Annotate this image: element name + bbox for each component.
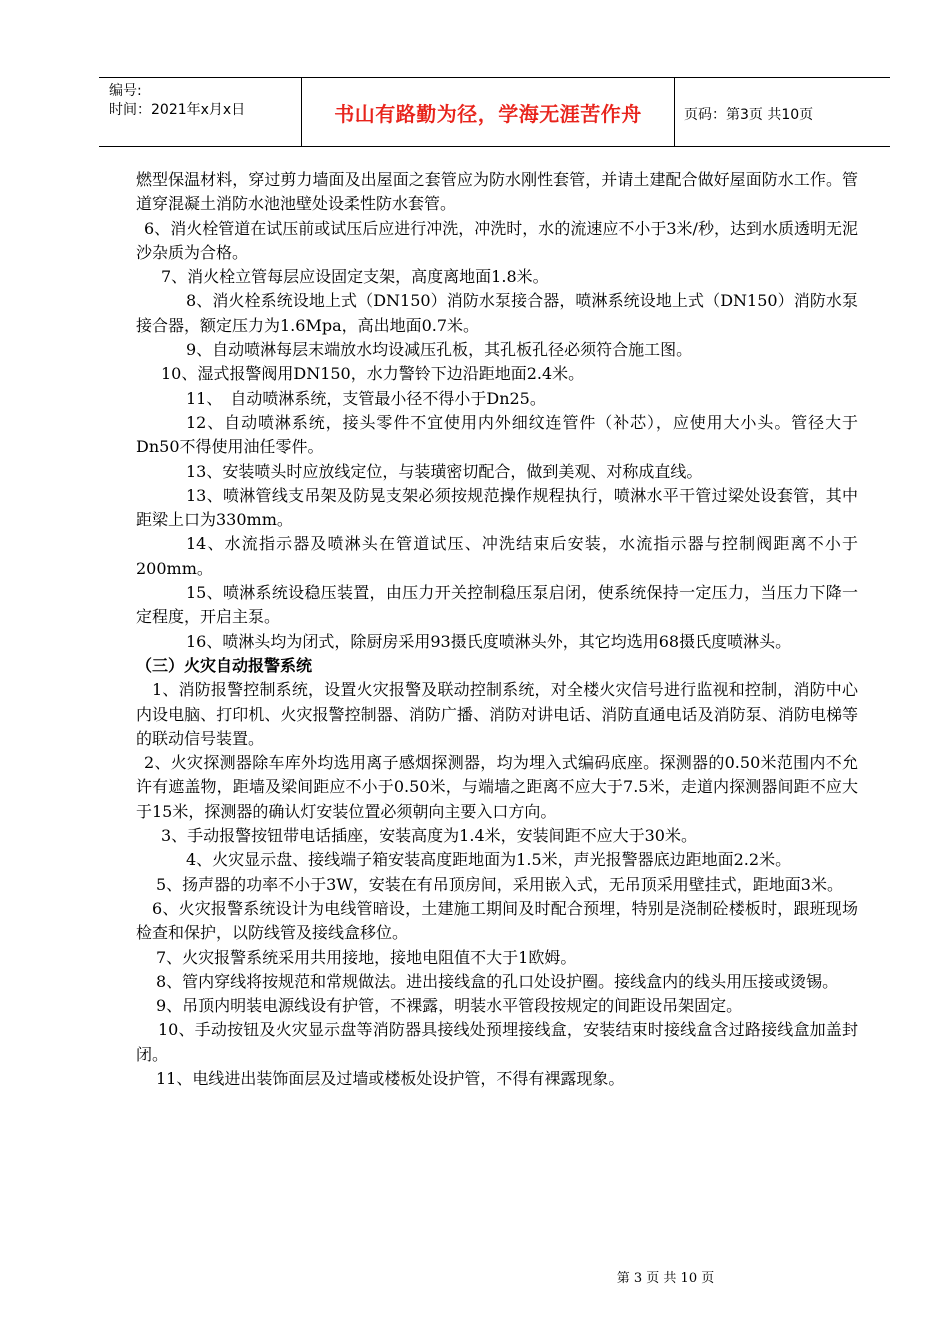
body-paragraph: 11、电线进出装饰面层及过墙或楼板处设护管，不得有裸露现象。 [156, 1068, 625, 1088]
body-paragraph: 13、安装喷头时应放线定位，与装璜密切配合，做到美观、对称成直线。 [186, 461, 703, 481]
header-page-info: 页码：第3页 共10页 [684, 107, 814, 123]
body-paragraph: 1、消防报警控制系统，设置火灾报警及联动控制系统，对全楼火灾信号进行监视和控制，消防中心内设电脑、打印机、火灾报警控制器、消防广播、消防对讲电话、消防直通电话及消防泵、消防电梯等的联动信号装置。 [136, 680, 858, 748]
body-paragraph: 5、扬声器的功率不小于3W，安装在有吊顶房间，采用嵌入式，无吊顶采用壁挂式，距地面3米。 [156, 874, 843, 894]
header-meta-cell [99, 78, 302, 146]
body-paragraph: 6、消火栓管道在试压前或试压后应进行冲洗，冲洗时，水的流速应不小于3米/秒，达到水质透明无泥沙杂质为合格。 [136, 218, 858, 262]
body-paragraph: 10、湿式报警阀用DN150，水力警铃下边沿距地面2.4米。 [161, 364, 585, 384]
body-paragraph: 13、喷淋管线支吊架及防晃支架必须按规范操作规程执行，喷淋水平干管过梁处设套管，其中距梁上口为330mm。 [136, 485, 858, 530]
body-paragraph: 8、消火栓系统设地上式（DN150）消防水泵接合器，喷淋系统设地上式（DN150）消防水泵接合器，额定压力为1.6Mpa，高出地面0.7米。 [136, 291, 858, 335]
body-paragraph: 3、手动报警按钮带电话插座，安装高度为1.4米，安装间距不应大于30米。 [161, 826, 697, 846]
serial-label: 编号: [109, 83, 142, 99]
header-motto-cell [302, 78, 675, 146]
section-heading: （三）火灾自动报警系统 [136, 655, 313, 675]
body-paragraph: 6、火灾报警系统设计为电线管暗设，土建施工期间及时配合预埋，特别是浇制砼楼板时，跟班现场检查和保护，以防线管及接线盒移位。 [136, 898, 858, 943]
body-paragraph: 2、火灾探测器除车库外均选用离子感烟探测器，均为埋入式编码底座。探测器的0.50米范围内不允许有遮盖物，距墙及梁间距应不小于0.50米，与端墙之距离不应大于7.5米，走道内探测器间距不应大于15米，探测器的确认灯安装位置必须朝向主要入口方向。 [136, 753, 858, 821]
body-paragraph: 9、吊顶内明装电源线设有护管，不裸露，明装水平管段按规定的间距设吊架固定。 [156, 996, 743, 1016]
body-paragraph: 8、管内穿线将按规范和常规做法。进出接线盒的孔口处设护圈。接线盒内的线头用压接或烫锡。 [156, 971, 839, 991]
body-paragraph: 12、自动喷淋系统，接头零件不宜使用内外细纹连管件（补芯），应使用大小头。管径大于Dn50不得使用油任零件。 [136, 412, 858, 457]
header-motto: 书山有路勤为径，学海无涯苦作舟 [334, 102, 642, 126]
body-paragraph: 14、水流指示器及喷淋头在管道试压、冲洗结束后安装，水流指示器与控制阀距离不小于200mm。 [136, 534, 858, 578]
page-footer: 第 3 页 共 10 页 [616, 1271, 715, 1286]
body-paragraph: 7、消火栓立管每层应设固定支架，高度离地面1.8米。 [161, 267, 549, 287]
page-header [99, 77, 890, 147]
header-page-cell [675, 78, 890, 146]
body-paragraph: 燃型保温材料，穿过剪力墙面及出屋面之套管应为防水刚性套管，并请土建配合做好屋面防水工作。管道穿混凝土消防水池池壁处设柔性防水套管。 [136, 170, 858, 214]
body-paragraph: 7、火灾报警系统采用共用接地，接地电阻值不大于1欧姆。 [156, 947, 577, 967]
body-paragraph: 9、自动喷淋每层末端放水均设减压孔板，其孔板孔径必须符合施工图。 [186, 340, 693, 360]
body-paragraph: 4、火灾显示盘、接线端子箱安装高度距地面为1.5米，声光报警器底边距地面2.2米。 [186, 850, 792, 870]
document-body [136, 168, 858, 1091]
body-paragraph: 15、喷淋系统设稳压装置，由压力开关控制稳压泵启闭，使系统保持一定压力，当压力下降一定程度，开启主泵。 [136, 583, 858, 627]
body-paragraph: 11、 自动喷淋系统，支管最小径不得小于Dn25。 [186, 388, 546, 408]
time-label: 时间：2021年x月x日 [109, 102, 246, 118]
body-paragraph: 10、手动按钮及火灾显示盘等消防器具接线处预埋接线盒，安装结束时接线盒含过路接线盒加盖封闭。 [136, 1020, 858, 1064]
body-paragraph: 16、喷淋头均为闭式，除厨房采用93摄氏度喷淋头外，其它均选用68摄氏度喷淋头。 [186, 631, 792, 651]
